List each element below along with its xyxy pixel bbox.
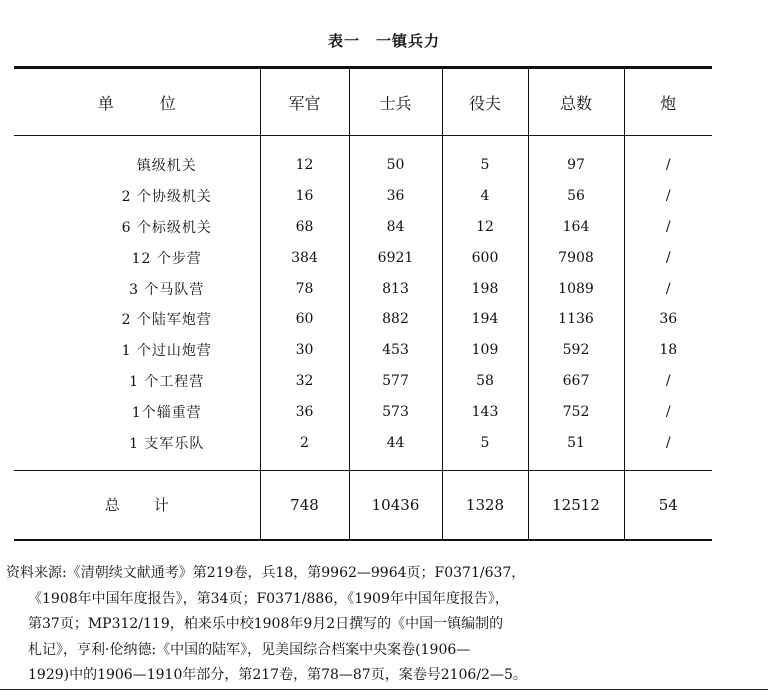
source-line: 1929)中的1906—1910年部分，第217卷，第78—87页，案卷号2106/2—5。 [28, 667, 527, 684]
column-header-officers: 军官 [260, 68, 349, 136]
laborers-cell: 109 [442, 335, 528, 366]
laborers-cell: 58 [442, 366, 528, 397]
artillery-cell: / [624, 150, 712, 181]
source-line: 《1908年中国年度报告》，第34页；F0371/886，《1909年中国年度报告》， [28, 590, 509, 607]
table-title: 表一 一镇兵力 [327, 32, 440, 50]
table-row [14, 273, 712, 304]
unit-cell: 12 个步营 [131, 250, 202, 267]
column-header-artillery: 炮 [624, 68, 712, 136]
officers-cell: 384 [260, 242, 349, 273]
total-total: 12512 [528, 470, 624, 540]
unit-cell: 1 支军乐队 [129, 435, 205, 452]
total-cell: 1089 [528, 273, 624, 304]
total-row [14, 470, 712, 540]
laborers-cell: 4 [442, 181, 528, 212]
unit-cell: 1 个工程营 [129, 373, 205, 390]
unit-cell: 2 个协级机关 [121, 189, 212, 206]
officers-cell: 32 [260, 366, 349, 397]
laborers-cell: 194 [442, 304, 528, 335]
total-cell: 592 [528, 335, 624, 366]
unit-cell: 1 个过山炮营 [121, 343, 212, 360]
total-cell: 7908 [528, 242, 624, 273]
table-row [14, 181, 712, 212]
table-row [14, 212, 712, 243]
laborers-cell: 143 [442, 396, 528, 427]
table-row [14, 242, 712, 273]
laborers-cell: 5 [442, 150, 528, 181]
soldiers-cell: 44 [349, 427, 442, 458]
artillery-cell: / [624, 242, 712, 273]
artillery-cell: 18 [624, 335, 712, 366]
table-row [14, 304, 712, 335]
source-line: 札记》，亨利·伦纳德:《中国的陆军》，见美国综合档案中央案卷(1906— [28, 641, 471, 658]
officers-cell: 60 [260, 304, 349, 335]
laborers-cell: 600 [442, 242, 528, 273]
table-row [14, 427, 712, 458]
officers-cell: 30 [260, 335, 349, 366]
column-header-unit: 单位 [14, 68, 260, 136]
laborers-cell: 198 [442, 273, 528, 304]
artillery-cell: 36 [624, 304, 712, 335]
bottom-rule [0, 689, 768, 690]
column-header-total: 总数 [528, 68, 624, 136]
spacer-row [14, 458, 712, 471]
officers-cell: 2 [260, 427, 349, 458]
table-row [14, 150, 712, 181]
unit-cell: 2 个陆军炮营 [121, 312, 212, 329]
artillery-cell: / [624, 427, 712, 458]
total-cell: 56 [528, 181, 624, 212]
total-label: 总计 [14, 470, 260, 540]
table-row [14, 366, 712, 397]
officers-cell: 68 [260, 212, 349, 243]
column-header-laborers: 役夫 [442, 68, 528, 136]
unit-cell: 6 个标级机关 [121, 219, 212, 236]
artillery-cell: / [624, 273, 712, 304]
total-cell: 667 [528, 366, 624, 397]
soldiers-cell: 882 [349, 304, 442, 335]
laborers-cell: 12 [442, 212, 528, 243]
soldiers-cell: 573 [349, 396, 442, 427]
artillery-cell: / [624, 212, 712, 243]
artillery-cell: / [624, 366, 712, 397]
total-laborers: 1328 [442, 470, 528, 540]
total-cell: 97 [528, 150, 624, 181]
soldiers-cell: 36 [349, 181, 442, 212]
total-cell: 752 [528, 396, 624, 427]
total-officers: 748 [260, 470, 349, 540]
spacer-row [14, 136, 712, 151]
table-row [14, 335, 712, 366]
table-row [14, 396, 712, 427]
source-line: 第37页；MP312/119，柏来乐中校1908年9月2日撰写的《中国一镇编制的 [28, 616, 504, 633]
soldiers-cell: 577 [349, 366, 442, 397]
total-artillery: 54 [624, 470, 712, 540]
source-note [6, 561, 718, 689]
soldiers-cell: 50 [349, 150, 442, 181]
artillery-cell: / [624, 396, 712, 427]
soldiers-cell: 453 [349, 335, 442, 366]
total-soldiers: 10436 [349, 470, 442, 540]
soldiers-cell: 84 [349, 212, 442, 243]
total-cell: 1136 [528, 304, 624, 335]
force-table [14, 66, 712, 541]
unit-cell: 3 个马队营 [129, 281, 205, 298]
soldiers-cell: 813 [349, 273, 442, 304]
total-cell: 51 [528, 427, 624, 458]
officers-cell: 12 [260, 150, 349, 181]
column-header-soldiers: 士兵 [349, 68, 442, 136]
total-cell: 164 [528, 212, 624, 243]
officers-cell: 78 [260, 273, 349, 304]
artillery-cell: / [624, 181, 712, 212]
source-line: 资料来源:《清朝续文献通考》第219卷，兵18，第9962—9964页；F0371/637， [6, 565, 526, 581]
officers-cell: 36 [260, 396, 349, 427]
soldiers-cell: 6921 [349, 242, 442, 273]
officers-cell: 16 [260, 181, 349, 212]
unit-cell: 1个辎重营 [131, 404, 202, 421]
unit-cell: 镇级机关 [136, 158, 197, 175]
header-row [14, 68, 712, 136]
laborers-cell: 5 [442, 427, 528, 458]
